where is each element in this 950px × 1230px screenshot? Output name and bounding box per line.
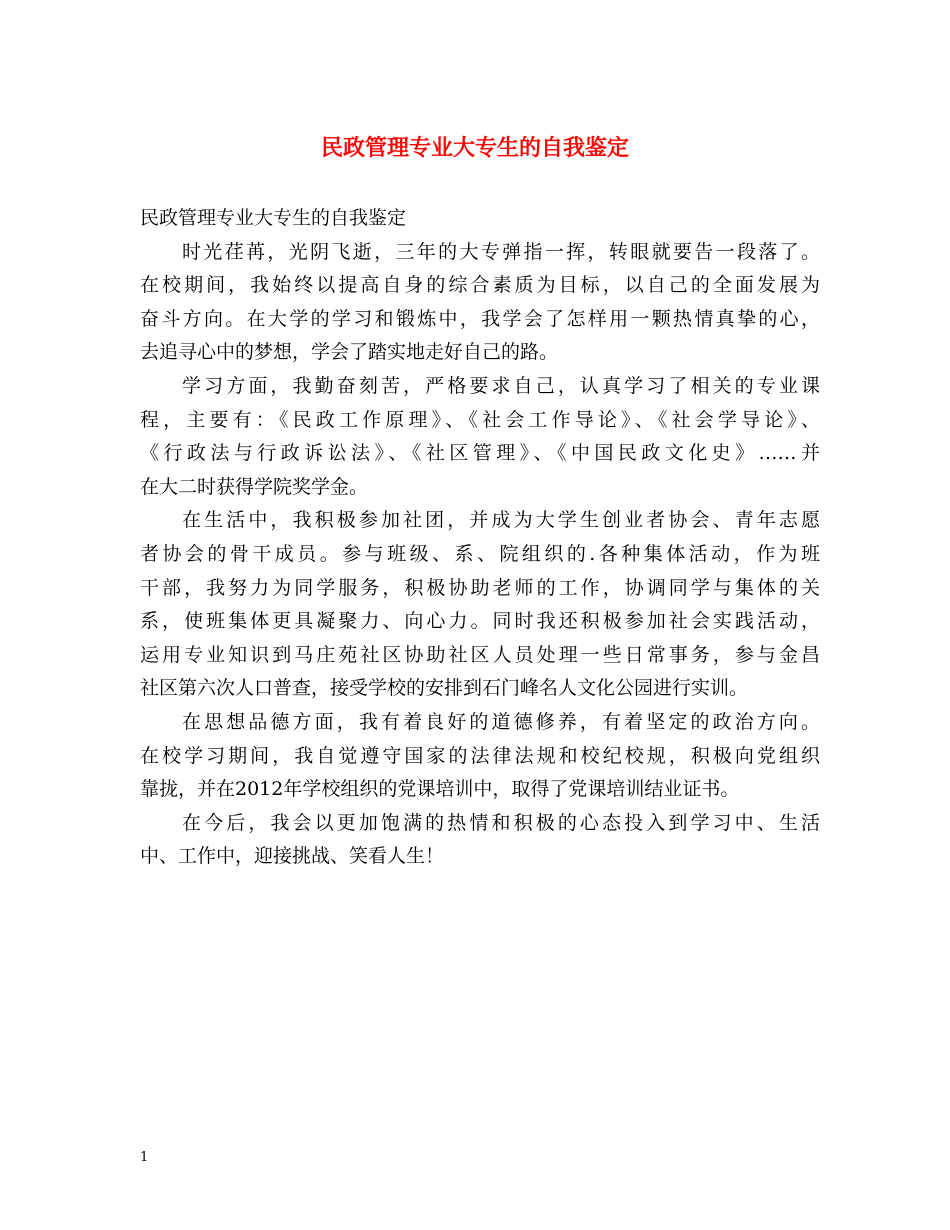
paragraph-line: 在大二时获得学院奖学金。 — [140, 475, 369, 498]
document-body — [140, 202, 820, 874]
paragraph-line: 社区第六次人口普查，接受学校的安排到石门峰名人文化公园进行实训。 — [140, 677, 749, 700]
document-subtitle: 民政管理专业大专生的自我鉴定 — [140, 207, 407, 229]
page-number: 1 — [140, 1150, 149, 1165]
paragraph-morality — [140, 706, 820, 807]
paragraph-line: 在生活中，我积极参加社团，并成为大学生创业者协会、青年志愿 — [182, 509, 820, 532]
paragraph-intro — [140, 236, 820, 370]
paragraph-line: 靠拢，并在2012年学校组织的党课培训中，取得了党课培训结业证书。 — [140, 778, 740, 801]
paragraph-line: 奋斗方向。在大学的学习和锻炼中，我学会了怎样用一颗热情真挚的心， — [140, 307, 820, 330]
paragraph-line: 程，主要有：《民政工作原理》、《社会工作导论》、《社会学导论》、 — [140, 408, 820, 431]
document-title: 民政管理专业大专生的自我鉴定 — [320, 135, 629, 161]
paragraph-line: 在思想品德方面，我有着良好的道德修养，有着坚定的政治方向。 — [182, 710, 820, 733]
paragraph-line: 在校学习期间，我自觉遵守国家的法律法规和校纪校规，积极向党组织 — [140, 744, 820, 767]
paragraph-line: 去追寻心中的梦想，学会了踏实地走好自己的路。 — [140, 341, 559, 364]
paragraph-line: 干部，我努力为同学服务，积极协助老师的工作，协调同学与集体的关 — [140, 576, 820, 599]
paragraph-line: 系，使班集体更具凝聚力、向心力。同时我还积极参加社会实践活动， — [140, 610, 820, 633]
paragraph-line: 《行政法与行政诉讼法》、《社区管理》、《中国民政文化史》……并 — [140, 442, 820, 465]
paragraph-line: 运用专业知识到马庄苑社区协助社区人员处理一些日常事务，参与金昌 — [140, 643, 820, 666]
paragraph-future — [140, 807, 820, 874]
paragraph-line: 中、工作中，迎接挑战、笑看人生！ — [140, 845, 445, 868]
paragraph-life — [140, 504, 820, 706]
paragraph-line: 者协会的骨干成员。参与班级、系、院组织的.各种集体活动，作为班 — [140, 542, 820, 565]
paragraph-study — [140, 370, 820, 504]
paragraph-line: 时光荏苒，光阴飞逝，三年的大专弹指一挥，转眼就要告一段落了。 — [182, 240, 820, 263]
paragraph-line: 在今后，我会以更加饱满的热情和积极的心态投入到学习中、生活 — [182, 811, 820, 834]
paragraph-line: 在校期间，我始终以提高自身的综合素质为目标，以自己的全面发展为 — [140, 274, 820, 297]
paragraph-line: 学习方面，我勤奋刻苦，严格要求自己，认真学习了相关的专业课 — [182, 374, 820, 397]
